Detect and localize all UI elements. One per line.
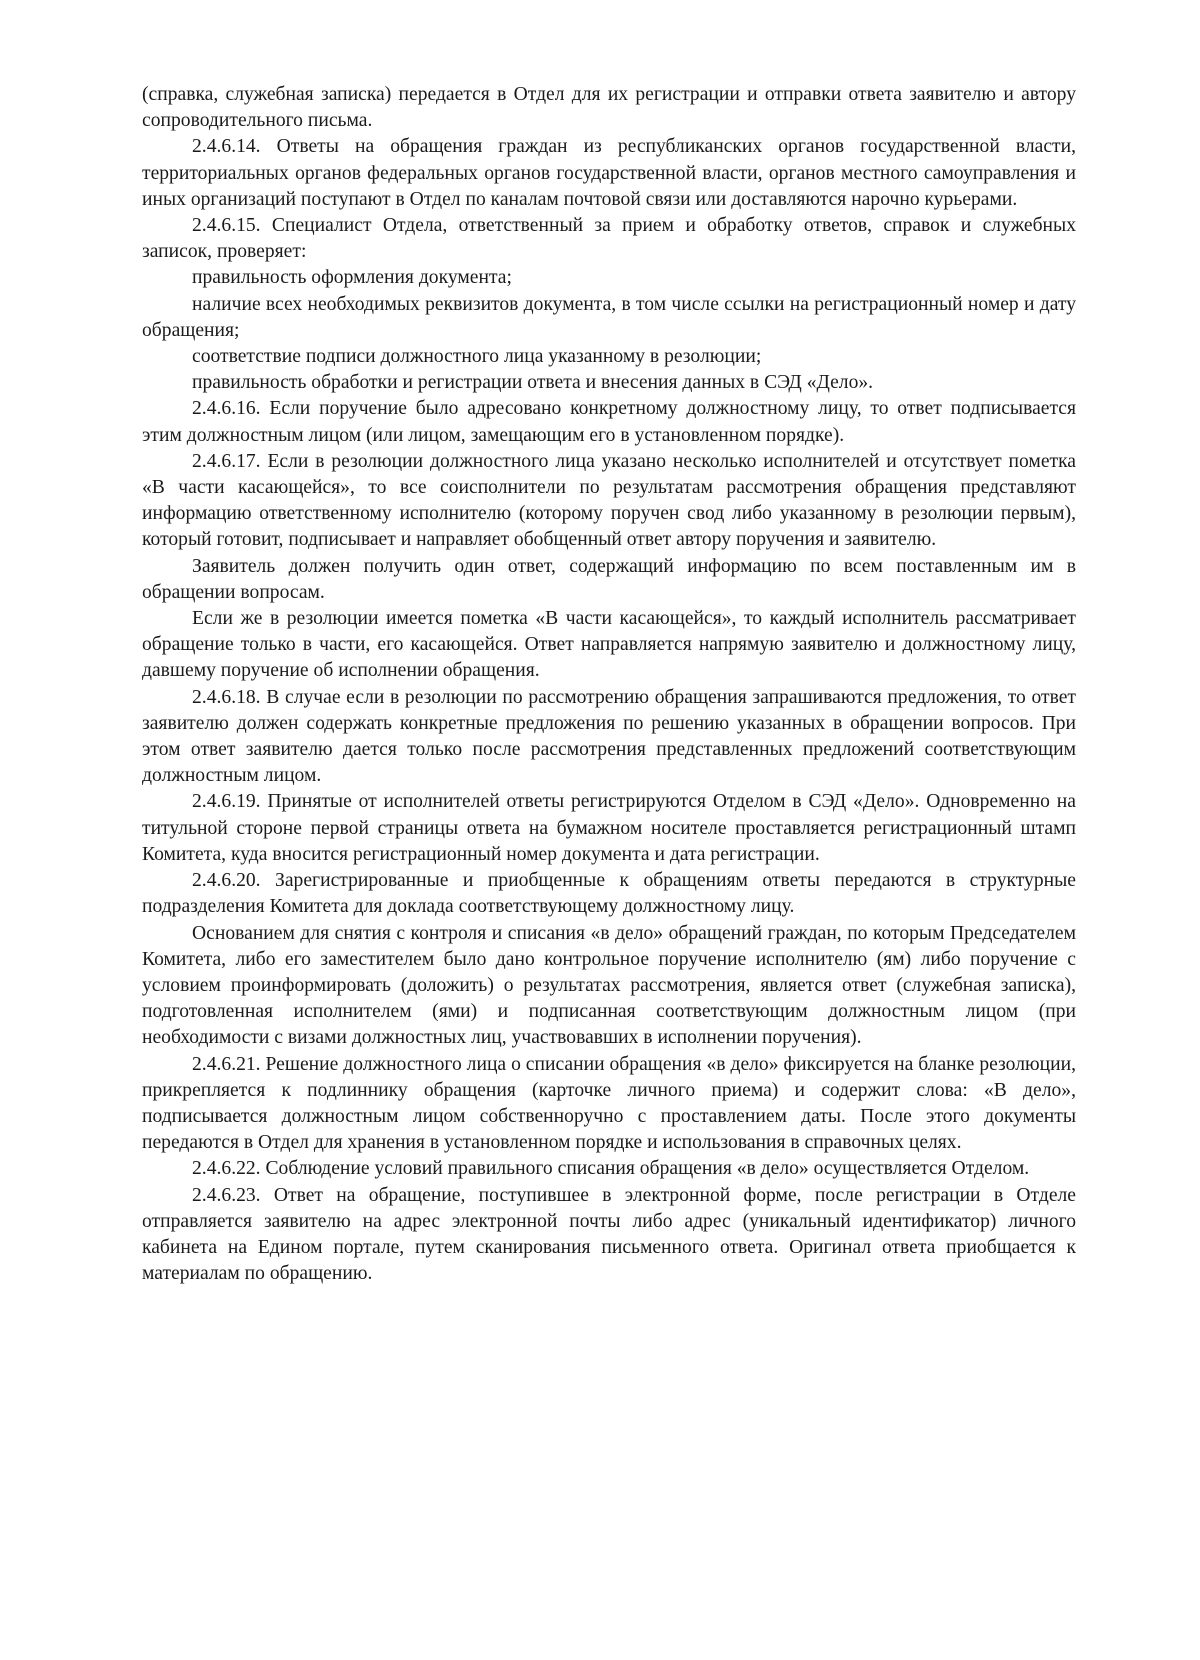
paragraph-single-answer: Заявитель должен получить один ответ, содержащий информацию по всем поставленным им в обращении вопросам. xyxy=(142,555,1076,603)
check-item-signature: соответствие подписи должностного лица указанному в резолюции; xyxy=(192,346,762,368)
paragraph-control-removal: Основанием для снятия с контроля и списания «в дело» обращений граждан, по которым Председателем Комитета, либо его заместителем было дано контрольное поручение исполнителю (ям) либо поручение с условием проинформировать (доложить) о результатах рассмотрения, является ответ (служебная записка), подготовленная исполнителем (ями) и подписанная соответствующим должностным лицом (при необходимости с визами должностных лиц, участвовавших в исполнении поручения). xyxy=(142,922,1076,1049)
paragraph-2-4-6-20: 2.4.6.20. Зарегистрированные и приобщенные к обращениям ответы передаются в структурные подразделения Комитета для доклада соответствующему должностному лицу. xyxy=(142,870,1076,918)
check-item-requisites: наличие всех необходимых реквизитов документа, в том числе ссылки на регистрационный номер и дату обращения; xyxy=(142,293,1076,341)
paragraph-2-4-6-19: 2.4.6.19. Принятые от исполнителей ответы регистрируются Отделом в СЭД «Дело». Одновременно на титульной стороне первой страницы ответа на бумажном носителе проставляется регистрационный штамп Комитета, куда вносится регистрационный номер документа и дата регистрации. xyxy=(142,791,1076,865)
document-body xyxy=(142,82,1076,1287)
paragraph-2-4-6-17: 2.4.6.17. Если в резолюции должностного лица указано несколько исполнителей и отсутствует пометка «В части касающейся», то все соисполнители по результатам рассмотрения обращения представляют информацию ответственному исполнителю (которому поручен свод либо указанному в резолюции первым), который готовит, подписывает и направляет обобщенный ответ автору поручения и заявителю. xyxy=(142,450,1076,551)
paragraph-2-4-6-16: 2.4.6.16. Если поручение было адресовано конкретному должностному лицу, то ответ подписывается этим должностным лицом (или лицом, замещающим его в установленном порядке). xyxy=(142,398,1076,446)
paragraph-2-4-6-15: 2.4.6.15. Специалист Отдела, ответственный за прием и обработку ответов, справок и служебных записок, проверяет: xyxy=(142,215,1076,263)
paragraph-2-4-6-23: 2.4.6.23. Ответ на обращение, поступившее в электронной форме, после регистрации в Отделе отправляется заявителю на адрес электронной почты либо адрес (уникальный идентификатор) личного кабинета на Едином портале, путем сканирования письменного ответа. Оригинал ответа приобщается к материалам по обращению. xyxy=(142,1184,1076,1285)
check-item-formatting: правильность оформления документа; xyxy=(192,267,512,289)
paragraph-2-4-6-21: 2.4.6.21. Решение должностного лица о списании обращения «в дело» фиксируется на бланке резолюции, прикрепляется к подлиннику обращения (карточке личного приема) и содержит слова: «В дело», подписывается должностным лицом собственноручно с проставлением даты. После этого документы передаются в Отдел для хранения в установленном порядке и использования в справочных целях. xyxy=(142,1053,1076,1154)
paragraph-continuation: (справка, служебная записка) передается в Отдел для их регистрации и отправки ответа заявителю и автору сопроводительного письма. xyxy=(142,84,1076,132)
check-item-registration: правильность обработки и регистрации ответа и внесения данных в СЭД «Дело». xyxy=(192,372,874,394)
paragraph-2-4-6-22: 2.4.6.22. Соблюдение условий правильного списания обращения «в дело» осуществляется Отделом. xyxy=(192,1158,1030,1180)
paragraph-2-4-6-18: 2.4.6.18. В случае если в резолюции по рассмотрению обращения запрашиваются предложения, то ответ заявителю должен содержать конкретные предложения по решению указанных в обращении вопросов. При этом ответ заявителю дается только после рассмотрения представленных предложений соответствующим должностным лицом. xyxy=(142,686,1076,787)
paragraph-partial-answer: Если же в резолюции имеется пометка «В части касающейся», то каждый исполнитель рассматривает обращение только в части, его касающейся. Ответ направляется напрямую заявителю и должностному лицу, давшему поручение об исполнении обращения. xyxy=(142,608,1076,682)
paragraph-2-4-6-14: 2.4.6.14. Ответы на обращения граждан из республиканских органов государственной власти, территориальных органов федеральных органов государственной власти, органов местного самоуправления и иных организаций поступают в Отдел по каналам почтовой связи или доставляются нарочно курьерами. xyxy=(142,136,1076,210)
